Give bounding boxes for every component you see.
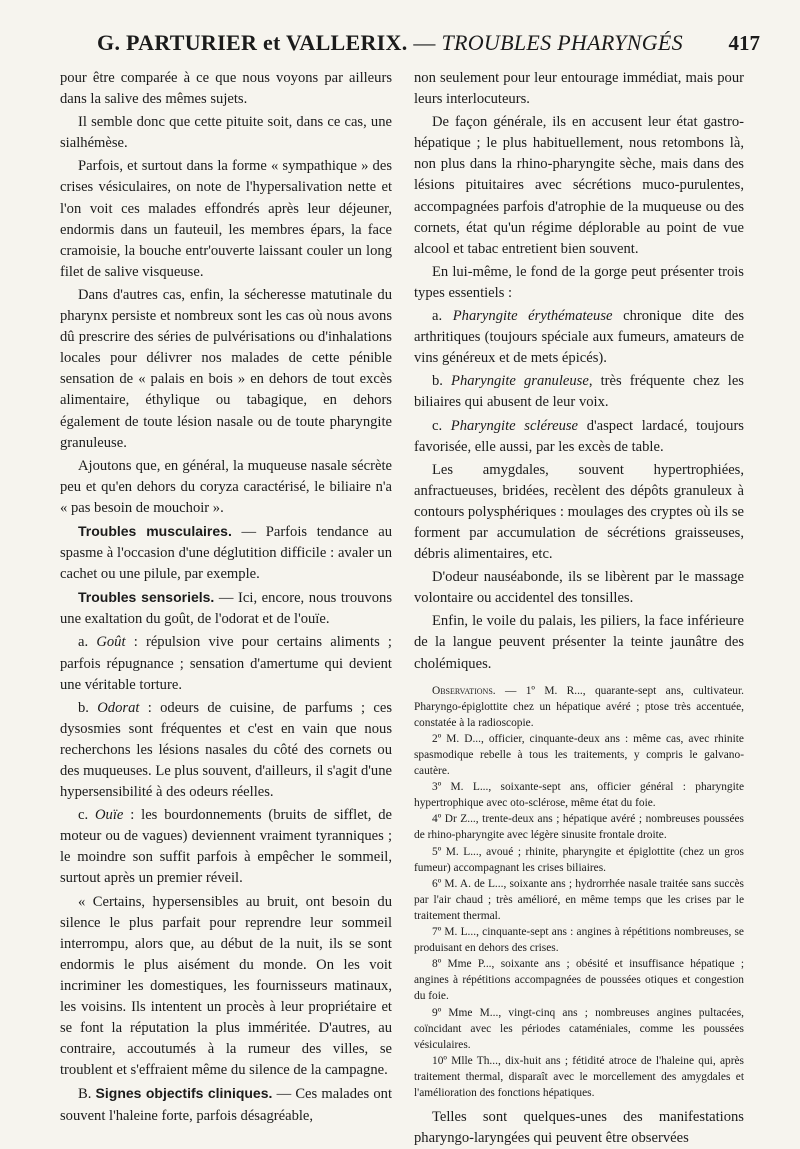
paragraph: Parfois, et surtout dans la forme « sympathique » des crises vésiculaires, on note de l'hypersalivation nette et l'on voit ces malades effondrés après leur déjeuner, endormis dans un fauteuil, les membres épars, la face cramoisie, la bouche entr'ouverte laissant couler un long filet de salive visqueuse. — [60, 158, 392, 280]
header-title — [60, 30, 720, 56]
paragraph: Il semble donc que cette pituite soit, dans ce cas, une sialhémèse. — [60, 114, 392, 152]
paragraph: Telles sont quelques-unes des manifestations pharyngo-laryngées qui peuvent être observées — [414, 1109, 744, 1147]
item-label: b. — [78, 699, 98, 716]
right-column — [414, 68, 744, 1149]
item-label: a. — [432, 308, 453, 325]
header-authors: G. PARTURIER et VALLERIX. — [97, 30, 408, 55]
item-text: , très fréquente chez les biliaires qui abusent de leur voix. — [414, 373, 744, 411]
item-text: : les bourdonnements (bruits de sifflet, de moteur ou de vagues) deviennent vraiment tyranniques ; le moindre son suffit parfois à empêcher le sommeil, surtout après un premier réveil. — [60, 807, 393, 887]
item-term: Goût — [96, 634, 126, 651]
paragraph: Ajoutons que, en général, la muqueuse nasale sécrète peu et qu'en dehors du coryza caractérisé, le biliaire n'a « pas besoin de mouchoir ». — [60, 457, 392, 516]
item-text: : répulsion vive pour certains aliments ; parfois répugnance ; sensation d'amertume qui devient une véritable torture. — [60, 634, 392, 693]
section-signs — [60, 1083, 392, 1126]
section-label: B. — [78, 1086, 96, 1103]
section-text: — Ces malades ont souvent l'haleine forte, parfois désagréable, — [60, 1086, 393, 1124]
item-term: Pharyngite scléreuse — [450, 417, 579, 434]
observation-item: 6º M. A. de L..., soixante ans ; hydrorrhée nasale traitée sans succès par l'air chaud ; très amélioré, en même temps que les crises par le traitement thermal. — [414, 877, 744, 922]
list-item — [414, 371, 744, 413]
item-label: a. — [78, 634, 97, 651]
header-dash: — — [407, 30, 442, 55]
observation-item — [414, 683, 744, 731]
item-label: c. — [78, 807, 95, 824]
observation-item: 5º M. L..., avoué ; rhinite, pharyngite et épiglottite (chez un gros fumeur) accompagnant les crises biliaires. — [414, 845, 744, 874]
observations-heading: Observations. — [432, 684, 496, 697]
observation-item: 2º M. D..., officier, cinquante-deux ans : même cas, avec rhinite spasmodique rebelle à tous les traitements, y compris le galvano-cautère. — [414, 732, 744, 778]
header-subject: TROUBLES PHARYNGÉS — [441, 30, 683, 55]
item-term: Pharyngite érythémateuse — [452, 308, 613, 325]
observation-item: 10º Mlle Th..., dix-huit ans ; fétidité atroce de l'haleine qui, après traitement thermal, disparaît avec le morcellement des amygdales et l'amélioration des fonctions hépatiques. — [414, 1054, 744, 1099]
list-item — [60, 698, 392, 803]
quote-paragraph: « Certains, hypersensibles au bruit, ont besoin du silence le plus parfait pour reprendre leur sommeil interrompu, alors que, au début de la nuit, ils se sont endormis le plus aisément du monde. On les voit incriminer les domestiques, les fournisseurs matinaux, les voisins. Ils intentent un procès à leur propriétaire et se font la réputation la plus imméritée. D'autres, au contraire, accoutumés à la rumeur des villes, se troublent et s'effraient même du silence de la campagne. — [60, 893, 392, 1079]
section-sensory — [60, 587, 392, 630]
section-muscular — [60, 521, 392, 585]
list-item — [60, 632, 392, 695]
observation-item: 3º M. L..., soixante-sept ans, officier général : pharyngite hypertrophique avec oto-sclérose, même état du foie. — [414, 781, 744, 810]
paragraph: pour être comparée à ce que nous voyons par ailleurs dans la salive des mêmes sujets. — [60, 70, 392, 108]
item-text: chronique dite des arthritiques (toujours spéciale aux fumeurs, amateurs de vins généreux et de mets épicés). — [414, 308, 744, 367]
observations-block — [414, 683, 744, 1101]
section-text: — Ici, encore, nous trouvons une exaltation du goût, de l'odorat et de l'ouïe. — [60, 590, 392, 628]
item-term: Odorat — [97, 699, 140, 716]
running-header — [60, 30, 760, 66]
list-item — [414, 416, 744, 458]
item-term: Ouïe — [95, 807, 124, 824]
item-term: Pharyngite granuleuse — [451, 373, 589, 390]
paragraph: Les amygdales, souvent hypertrophiées, anfractueuses, bridées, recèlent des dépôts granuleux à contours polysphériques : moulages des cryptes où ils se forment par accumulation de sécrétions graisseuses, débris alimentaires, etc. — [414, 461, 744, 563]
section-text: — Parfois tendance au spasme à l'occasion d'une déglutition difficile : avaler un cachet ou une pilule, par exemple. — [60, 523, 392, 583]
list-item — [60, 805, 392, 889]
observation-item: 7º M. L..., cinquante-sept ans : angines à répétitions nombreuses, se produisant en dehors des crises. — [414, 926, 744, 955]
observation-item: 4º Dr Z..., trente-deux ans ; hépatique avéré ; nombreuses poussées de rhino-pharyngite avec légère sinusite frontale droite. — [414, 813, 744, 842]
left-column — [60, 68, 392, 1127]
item-label: c. — [432, 417, 451, 434]
paragraph: non seulement pour leur entourage immédiat, mais pour leurs interlocuteurs. — [414, 70, 744, 108]
observation-text: — 1º M. R..., quarante-sept ans, cultivateur. Pharyngo-épiglottite chez un hépatique avéré ; ptose très accentuée, constatée à la radioscopie. — [414, 684, 744, 729]
paragraph: D'odeur nauséabonde, ils se libèrent par le massage volontaire ou accidentel des tonsilles. — [414, 569, 744, 607]
list-item — [414, 306, 744, 369]
item-label: b. — [432, 373, 452, 390]
paragraph: De façon générale, ils en accusent leur état gastro-hépatique ; le plus habituellement, nous retombons là, non plus dans la rhino-pharyngite sèche, mais dans des lésions pituitaires avec sécrétions muco-purulentes, accompagnées parfois d'atrophie de la muqueuse ou des cornets, état qu'un régime déplorable au point de vue alcool et tabac entretient bien souvent. — [414, 114, 744, 257]
observation-item: 8º Mme P..., soixante ans ; obésité et insuffisance hépatique ; angines à répétitions accompagnées de poussées otiques et congestion du foie. — [414, 958, 744, 1003]
paragraph: En lui-même, le fond de la gorge peut présenter trois types essentiels : — [414, 263, 744, 301]
item-text: d'aspect lardacé, toujours favorisée, elle aussi, par les excès de table. — [414, 417, 744, 455]
section-heading: Troubles musculaires. — [78, 522, 232, 539]
section-heading: Troubles sensoriels. — [78, 589, 215, 606]
paragraph: Dans d'autres cas, enfin, la sécheresse matutinale du pharynx persiste et nombreux sont les cas où nous avons dû prescrire des séries de pulvérisations ou d'inhalations locales pour délivrer nos malades de cette pénible sensation de « palais en bois » en dehors de tout excès alimentaire, éthylique ou tabagique, en dehors également de toute lésion nasale ou de toute pharyngite granuleuse. — [60, 286, 392, 451]
paragraph: Enfin, le voile du palais, les piliers, la face inférieure de la langue peuvent présenter la teinte jaunâtre des cholémiques. — [414, 613, 744, 672]
page-number: 417 — [728, 31, 760, 55]
item-text: : odeurs de cuisine, de parfums ; ces dysosmies sont fréquentes et c'est en vain que nous recherchons les lésions nasales du côté des cornets ou des muqueuses. Le plus souvent, d'ailleurs, il s'agit d'une hypersensibilité à des odeurs réelles. — [60, 699, 392, 801]
section-heading: Signes objectifs cliniques. — [95, 1085, 273, 1102]
observation-item: 9º Mme M..., vingt-cinq ans ; nombreuses angines pultacées, coïncidant avec les périodes cataméniales, comme les poussées vésiculaires. — [414, 1006, 744, 1051]
